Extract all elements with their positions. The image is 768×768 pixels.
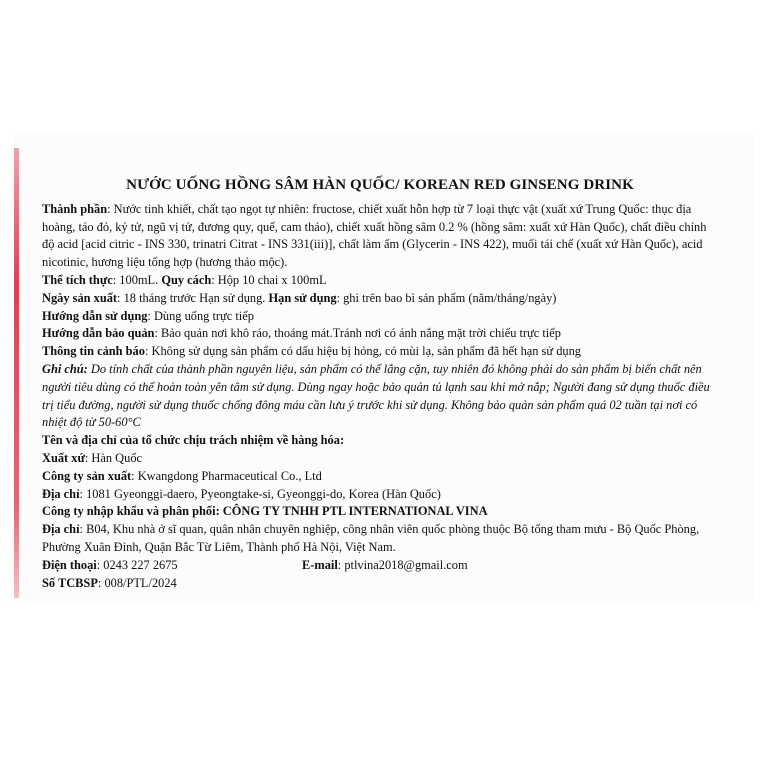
importer-address-value: : B04, Khu nhà ở sĩ quan, quân nhân chuyên nghiệp, công nhân viên quốc phòng thuộc Bộ tổng tham mưu - Bộ Quốc Phòng, Phường Xuân Đỉnh, Quận Bắc Từ Liêm, Thành phố Hà Nội, Việt Nam. [42,522,700,554]
storage-value: : Bảo quản nơi khô ráo, thoáng mát.Tránh nơi có ánh nắng mặt trời chiếu trực tiếp [154,326,561,341]
ingredients-label: Thành phần [42,201,108,216]
storage-line [42,325,718,343]
email-label: E-mail [302,557,338,572]
label-content [42,177,718,592]
volume-line [42,272,718,290]
tcbsp-label: Số TCBSP [42,575,98,590]
note-label: Ghi chú: [42,361,88,376]
spec-label: Quy cách [161,272,212,287]
volume-value: : 100mL. [112,272,159,287]
responsible-heading [42,432,718,450]
expiry-value: : ghi trên bao bì sản phẩm (năm/tháng/ngày) [336,290,557,305]
note-text: Do tính chất của thành phần nguyên liệu, sản phẩm có thể lắng cặn, tuy nhiên đó không phải do sản phẩm bị biến chất nên người tiêu dùng có thể hoàn toàn yên tâm sử dụng. Dùng ngay hoặc bảo quản tủ lạnh sau khi mở nắp; Người đang sử dụng thuốc điều trị tiểu đường, người sử dụng thuốc chống đông máu cần lưu ý trước khi sử dụng. Không bảo quản sản phẩm quá 02 tuần tại nơi có nhiệt độ từ 50-60°C [42,361,710,430]
mfr-address-value: : 1081 Gyeonggi-daero, Pyeongtake-si, Gyeonggi-do, Korea (Hàn Quốc) [79,486,441,501]
email-block [302,557,468,575]
expiry-label: Hạn sử dụng [268,290,337,305]
warning-label: Thông tin cảnh báo [42,344,145,359]
usage-value: : Dùng uống trực tiếp [147,308,254,323]
importer-value: : CÔNG TY TNHH PTL INTERNATIONAL VINA [215,504,488,519]
email-value: : ptlvina2018@gmail.com [337,557,468,572]
importer-label: Công ty nhập khẩu và phân phối [42,504,216,519]
spec-value: : Hộp 10 chai x 100mL [211,272,327,287]
importer-address-line [42,521,718,557]
importer-line [42,503,718,521]
warning-value: : Không sử dụng sản phẩm có dấu hiệu bị hỏng, có mùi lạ, sản phẩm đã hết hạn sử dụng [144,344,581,359]
usage-line [42,308,718,326]
tcbsp-line [42,575,718,593]
responsible-heading-text: Tên và địa chỉ của tổ chức chịu trách nhiệm về hàng hóa: [42,433,345,448]
manufacturer-line [42,468,718,486]
volume-label: Thể tích thực [42,272,113,287]
manufacturer-label: Công ty sản xuất [42,468,132,483]
phone-block [42,557,302,575]
mfr-address-label: Địa chỉ [42,486,80,501]
phone-value: : 0243 227 2675 [96,557,178,572]
mfg-date-label: Ngày sản xuất [42,290,118,305]
origin-value: : Hàn Quốc [84,450,143,465]
importer-address-label: Địa chỉ [42,522,80,537]
contact-line [42,557,718,575]
phone-label: Điện thoại [42,557,97,572]
note-paragraph [42,361,718,432]
red-edge-stripe [14,148,19,598]
ingredients-text: : Nước tinh khiết, chất tạo ngọt tự nhiên: fructose, chiết xuất hỗn hợp từ 7 loại thực vật (xuất xứ Trung Quốc: thục địa hoàng, táo đỏ, kỷ tử, ngũ vị tử, đương quy, quế, cam thảo), chiết xuất hồng sâm 0.2 % (hồng sâm: xuất xứ Hàn Quốc), chất điều chỉnh độ acid [acid citric - INS 330, trinatri Citrat - INS 331(iii)], chất làm ẩm (Glycerin - INS 422), muối tái chế (xuất xứ Hàn Quốc), acid nicotinic, hương liệu tổng hợp (hương thảo mộc). [42,201,707,270]
dates-line [42,290,718,308]
ingredients-line [42,201,718,272]
origin-label: Xuất xứ [42,450,85,465]
usage-label: Hướng dẫn sử dụng [42,308,148,323]
product-title: NƯỚC UỐNG HỒNG SÂM HÀN QUỐC/ KOREAN RED GINSENG DRINK [126,177,634,193]
storage-label: Hướng dẫn bảo quản [42,326,155,341]
mfr-address-line [42,486,718,504]
tcbsp-value: : 008/PTL/2024 [97,575,177,590]
warning-line [42,343,718,361]
mfg-date-value: : 18 tháng trước Hạn sử dụng. [117,290,266,305]
origin-line [42,450,718,468]
manufacturer-value: : Kwangdong Pharmaceutical Co., Ltd [131,468,322,483]
